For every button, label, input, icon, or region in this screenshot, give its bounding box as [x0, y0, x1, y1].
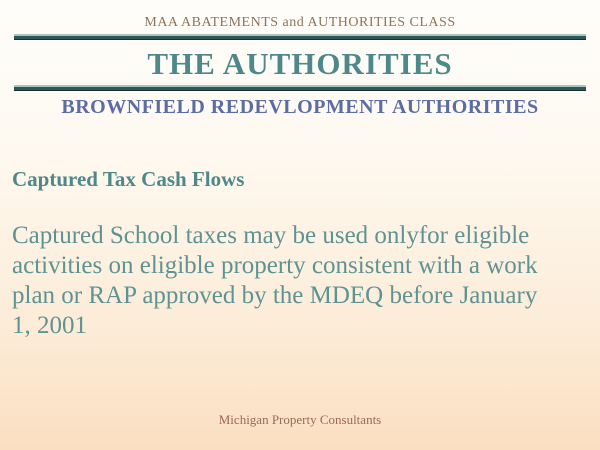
body-text-line: 1, 2001 — [12, 312, 87, 339]
body-heading: Captured Tax Cash Flows — [12, 167, 245, 191]
horizontal-rule-under-title — [14, 85, 586, 91]
slide-title: THE AUTHORITIES — [147, 46, 453, 81]
body-text-line: plan or RAP approved by the MDEQ before January — [12, 282, 538, 309]
slide-footer-text: Michigan Property Consultants — [218, 412, 382, 427]
horizontal-rule-top — [14, 34, 586, 40]
slide-subtitle: BROWNFIELD REDEVLOPMENT AUTHORITIES — [61, 96, 539, 118]
body-paragraph — [12, 221, 590, 341]
body-text-line: Captured School taxes may be used onlyfor eligible — [12, 222, 530, 249]
body-text-line: activities on eligible property consistent with a work — [12, 252, 538, 279]
slide-header-text: MAA ABATEMENTS and AUTHORITIES CLASS — [144, 15, 456, 30]
